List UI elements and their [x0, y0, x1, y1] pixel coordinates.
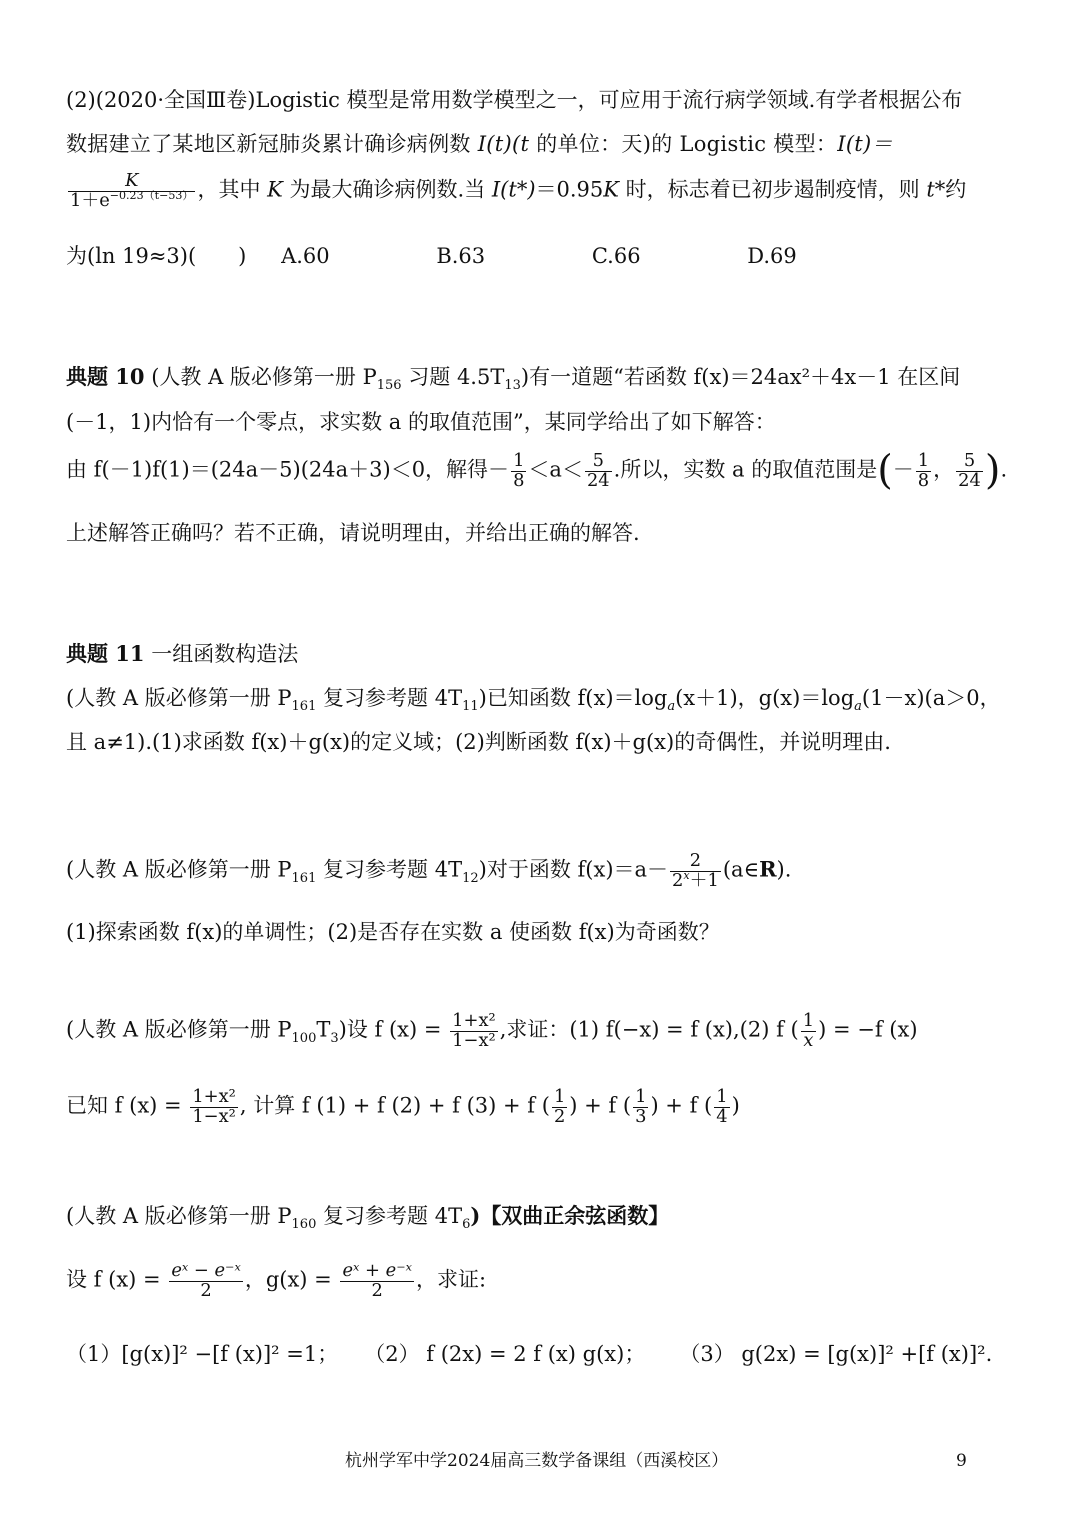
- t10-label: 典题 10: [66, 364, 145, 389]
- problem-2-line-1: (2)(2020·全国Ⅲ卷)Logistic 模型是常用数学模型之一，可应用于流行病学领域.有学者根据公布: [66, 88, 963, 112]
- t11-p4: 已知 f (x) = $\frac{\text{1+x²}}{\text{1−x²}}$ , 计算 f (1) + f (2) + f (3) + f ( $\frac{1}{2}$ ) + f ( $\frac{1}{3}$ ) + f ( $\frac{1}{4}$ ): [66, 1086, 740, 1127]
- option-a: A.60: [281, 244, 330, 268]
- option-d: D.69: [747, 244, 797, 268]
- t10-line-1: 典题 10 (人教 A 版必修第一册 $P_{156}$ 习题 $4.5T_{13}$)有一道题“若函数 f(x)＝24ax²＋4x－1 在区间: [66, 364, 961, 394]
- t11-p5: (人教 A 版必修第一册 $P_{160}$ 复习参考题 $4T_6$)【双曲正余弦函数】: [66, 1203, 670, 1233]
- t11-heading: 典题 11 一组函数构造法: [66, 641, 299, 666]
- t11-label: 典题 11: [66, 641, 145, 666]
- problem-2: [66, 88, 986, 113]
- problem-2-line-3: $\frac{K}{1+e^{-0.23(t-53)}}$ ，其中 K 为最大确诊病例数.当 I(t*)＝0.95K 时，标志着已初步遏制疫情，则 t*约: [70, 170, 967, 211]
- t10-line-4: 上述解答正确吗？若不正确，请说明理由，并给出正确的解答.: [66, 521, 640, 545]
- footer-title: 杭州学军中学2024届高三数学备课组（西溪校区）: [345, 1451, 729, 1471]
- t11-p7: （1）[g(x)]² −[f (x)]² =1； （2） f (2x) = 2 f (x) g(x)； （3） g(2x) = [g(x)]² +[f (x)]².: [66, 1342, 993, 1366]
- logistic-fraction: $\frac{K}{1+e^{-0.23(t-53)}}$: [70, 170, 194, 211]
- page-number: 9: [956, 1451, 967, 1471]
- option-b: B.63: [436, 244, 486, 268]
- t11-p2-line-2: (1)探索函数 f(x)的单调性；(2)是否存在实数 a 使函数 f(x)为奇函数？: [66, 920, 720, 944]
- t11-p1-line-1: (人教 A 版必修第一册 $P_{161}$ 复习参考题 $4T_{11}$)已知函数 $f(x)=\log_a(x+1)$，$g(x)=\log_a(1-x)(a>0$，: [66, 686, 1001, 715]
- t11-p3: (人教 A 版必修第一册 $P_{100}T_3$)设 f (x) = $\frac{\text{1+x²}}{\text{1−x²}}$ ,求证：(1) f(−x) = f (x),(2) f ( $\frac{1}{x}$ ) = −f (x): [66, 1010, 918, 1051]
- t11-p2-line-1: (人教 A 版必修第一册 $P_{161}$ 复习参考题 $4T_{12}$)对于函数 f(x)＝a－ $\frac{2}{2^x+1}$ (a∈R).: [66, 850, 792, 891]
- problem-2-line-2: 数据建立了某地区新冠肺炎累计确诊病例数 I(t)(t 的单位：天)的 Logistic 模型：I(t)＝: [66, 132, 893, 156]
- problem-2-options: 为(ln 19≈3)( ) A.60 B.63 C.66 D.69: [66, 244, 797, 268]
- t10-line-2: (－1，1)内恰有一个零点，求实数 a 的取值范围”，某同学给出了如下解答：: [66, 410, 776, 434]
- t11-p6: 设 f (x) = $\frac{\text{eˣ − e⁻ˣ}}{2}$ ，g(x) = $\frac{\text{eˣ + e⁻ˣ}}{2}$ ，求证:: [66, 1260, 487, 1301]
- t11-p1-line-2: 且 a≠1).(1)求函数 f(x)＋g(x)的定义域；(2)判断函数 f(x)＋g(x)的奇偶性，并说明理由.: [66, 730, 891, 754]
- option-c: C.66: [591, 244, 641, 268]
- t10-line-3: 由 f(－1)f(1)＝(24a－5)(24a＋3)＜0，解得－ $\frac{1}{8}$ ＜a＜ $\frac{5}{24}$ .所以，实数 a 的取值范围是(－ $\frac{1}{8}$ ， $\frac{5}{24}$ ).: [66, 447, 1008, 494]
